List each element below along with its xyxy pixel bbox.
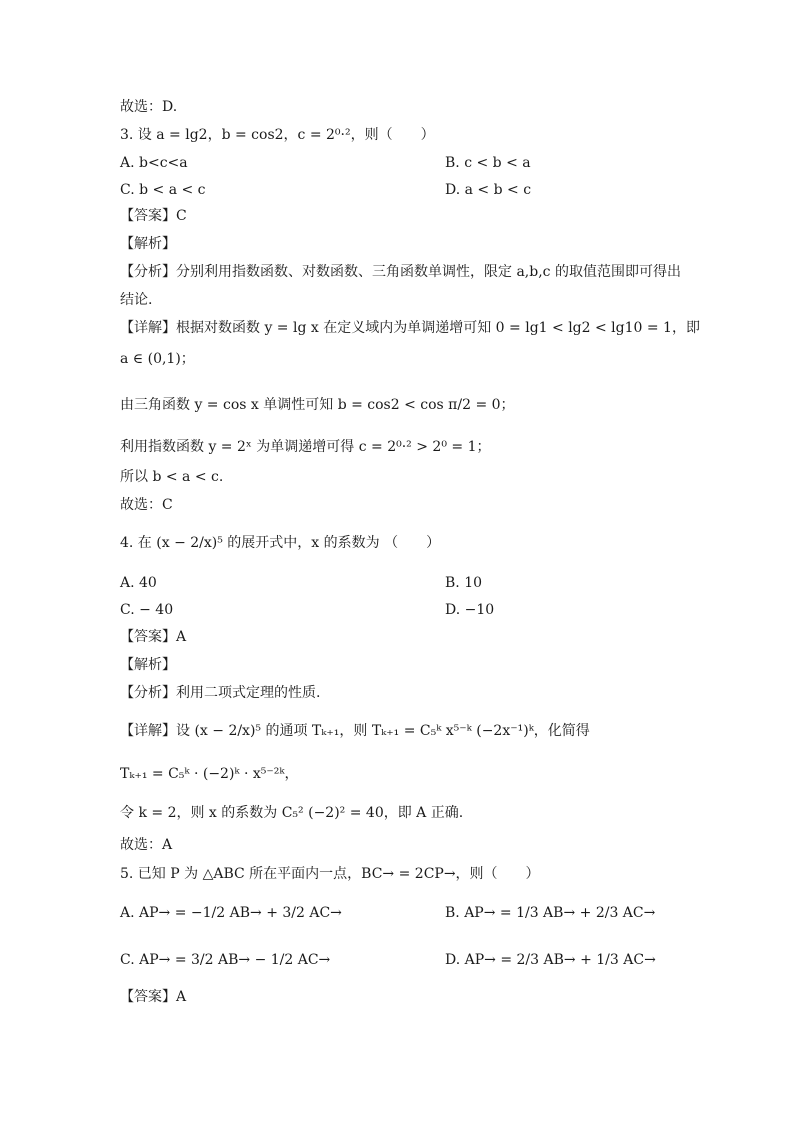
text-line: 【分析】分别利用指数函数、对数函数、三角函数单调性，限定 a,b,c 的取值范围即可得出 (120, 264, 681, 280)
text-line: A. b<c<a (120, 155, 188, 171)
text-line: 由三角函数 y = cos x 单调性可知 b = cos2 < cos π/2 = 0； (120, 397, 515, 413)
text-line: 【详解】根据对数函数 y = lg x 在定义域内为单调递增可知 0 = lg1 < lg2 < lg10 = 1，即 (120, 320, 700, 336)
text-line: A. 40 (120, 575, 157, 591)
text-line: A. AP→ = −1/2 AB→ + 3/2 AC→ (120, 905, 342, 921)
section-tag: 【解析】 (120, 236, 176, 252)
text-line: D. AP→ = 2/3 AB→ + 1/3 AC→ (445, 952, 656, 968)
text-line: B. 10 (445, 575, 483, 591)
text-line: 令 k = 2，则 x 的系数为 C₅² (−2)² = 40，即 A 正确. (120, 805, 464, 821)
text-line: 所以 b < a < c. (120, 469, 224, 485)
text-line: 故选：D. (120, 99, 178, 115)
text-line: 5. 已知 P 为 △ABC 所在平面内一点，BC→ = 2CP→，则（ ） (120, 866, 540, 882)
text-line: 故选：A (120, 837, 173, 853)
text-line: 结论. (120, 292, 153, 308)
text-line: 【详解】设 (x − 2/x)⁵ 的通项 Tₖ₊₁，则 Tₖ₊₁ = C₅ᵏ x⁵⁻ᵏ (−2x⁻¹)ᵏ，化简得 (120, 723, 590, 739)
section-tag: 【解析】 (120, 657, 176, 673)
text-line: Tₖ₊₁ = C₅ᵏ · (−2)ᵏ · x⁵⁻²ᵏ， (120, 766, 299, 782)
text-line: C. b < a < c (120, 182, 206, 198)
text-line: B. AP→ = 1/3 AB→ + 2/3 AC→ (445, 905, 656, 921)
text-line: 故选：C (120, 497, 173, 513)
text-line: 利用指数函数 y = 2ˣ 为单调递增可得 c = 2⁰·² > 2⁰ = 1； (120, 439, 491, 455)
section-tag: 【答案】A (120, 989, 187, 1005)
text-line: D. a < b < c (445, 182, 532, 198)
section-tag: 【答案】C (120, 208, 187, 224)
text-line: C. AP→ = 3/2 AB→ − 1/2 AC→ (120, 952, 331, 968)
text-line: D. −10 (445, 602, 495, 618)
text-line: 【分析】利用二项式定理的性质. (120, 685, 321, 701)
section-tag: 【答案】A (120, 629, 187, 645)
text-line: a ∈ (0,1)； (120, 351, 195, 367)
text-line: B. c < b < a (445, 155, 531, 171)
text-line: 4. 在 (x − 2/x)⁵ 的展开式中，x 的系数为 （ ） (120, 535, 441, 551)
text-line: C. − 40 (120, 602, 174, 618)
text-line: 3. 设 a = lg2，b = cos2，c = 2⁰·²，则（ ） (120, 127, 435, 143)
